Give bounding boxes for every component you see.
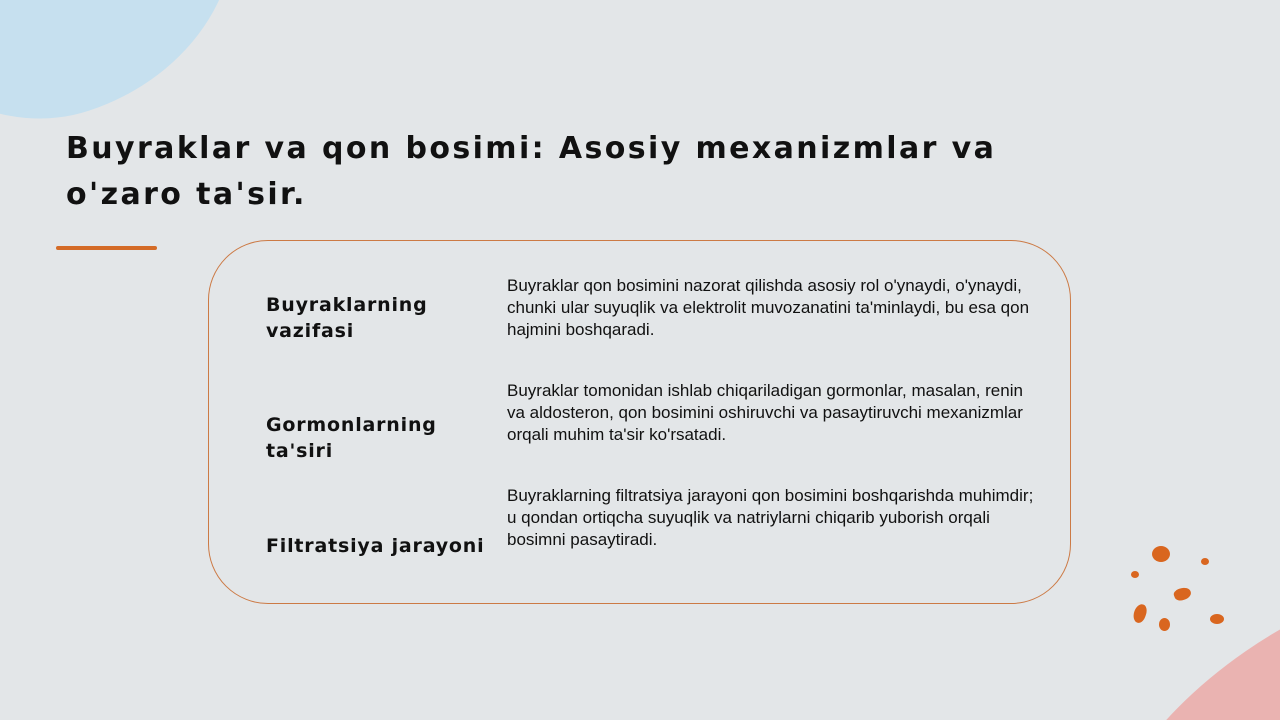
content-card [208, 240, 1071, 604]
row-label: Filtratsiya jarayoni [266, 535, 485, 557]
row-label: Buyraklarning vazifasi [266, 294, 428, 342]
title-underline [56, 246, 157, 250]
row-description: Buyraklarning filtratsiya jarayoni qon bosimini boshqarishda muhimdir; u qondan ortiqcha suyuqlik va natriylarni chiqarib yuborish orqali bosimni pasaytiradi. [507, 486, 1034, 549]
row-label: Gormonlarning ta'siri [266, 414, 437, 462]
row-description: Buyraklar tomonidan ishlab chiqariladigan gormonlar, masalan, renin va aldosteron, qon bosimini oshiruvchi va pasaytiruvchi mexanizmlar orqali muhim ta'sir ko'rsatadi. [507, 381, 1023, 444]
row-description: Buyraklar qon bosimini nazorat qilishda asosiy rol o'ynaydi, o'ynaydi, chunki ular suyuqlik va elektrolit muvozanatini ta'minlaydi, bu esa qon hajmini boshqaradi. [507, 276, 1030, 339]
slide-title: Buyraklar va qon bosimi: Asosiy mexanizmlar va o'zaro ta'sir. [66, 131, 997, 212]
